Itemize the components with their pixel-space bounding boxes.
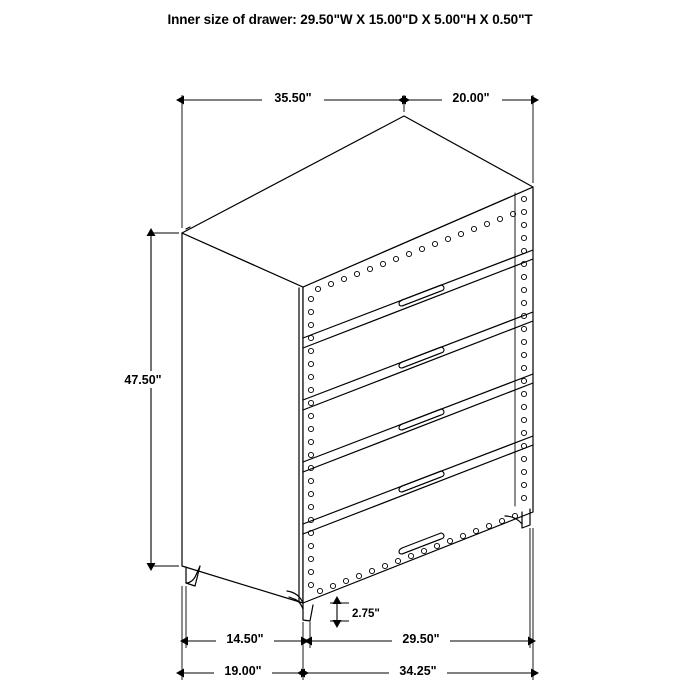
dim-label-overall-height: 47.50": [124, 373, 162, 387]
dim-label-front-overall-width: 34.25": [399, 664, 437, 678]
dim-label-side-base-depth: 14.50": [226, 632, 264, 646]
dim-label-top-front-width: 35.50": [274, 91, 312, 105]
dim-label-leg-height: 2.75": [352, 608, 380, 620]
dim-label-top-side-depth: 20.00": [452, 91, 490, 105]
page-title: Inner size of drawer: 29.50"W X 15.00"D X 5.00"H X 0.50"T: [167, 12, 533, 27]
dim-label-side-overall-depth: 19.00": [224, 664, 262, 678]
dim-label-front-base-width: 29.50": [402, 632, 440, 646]
